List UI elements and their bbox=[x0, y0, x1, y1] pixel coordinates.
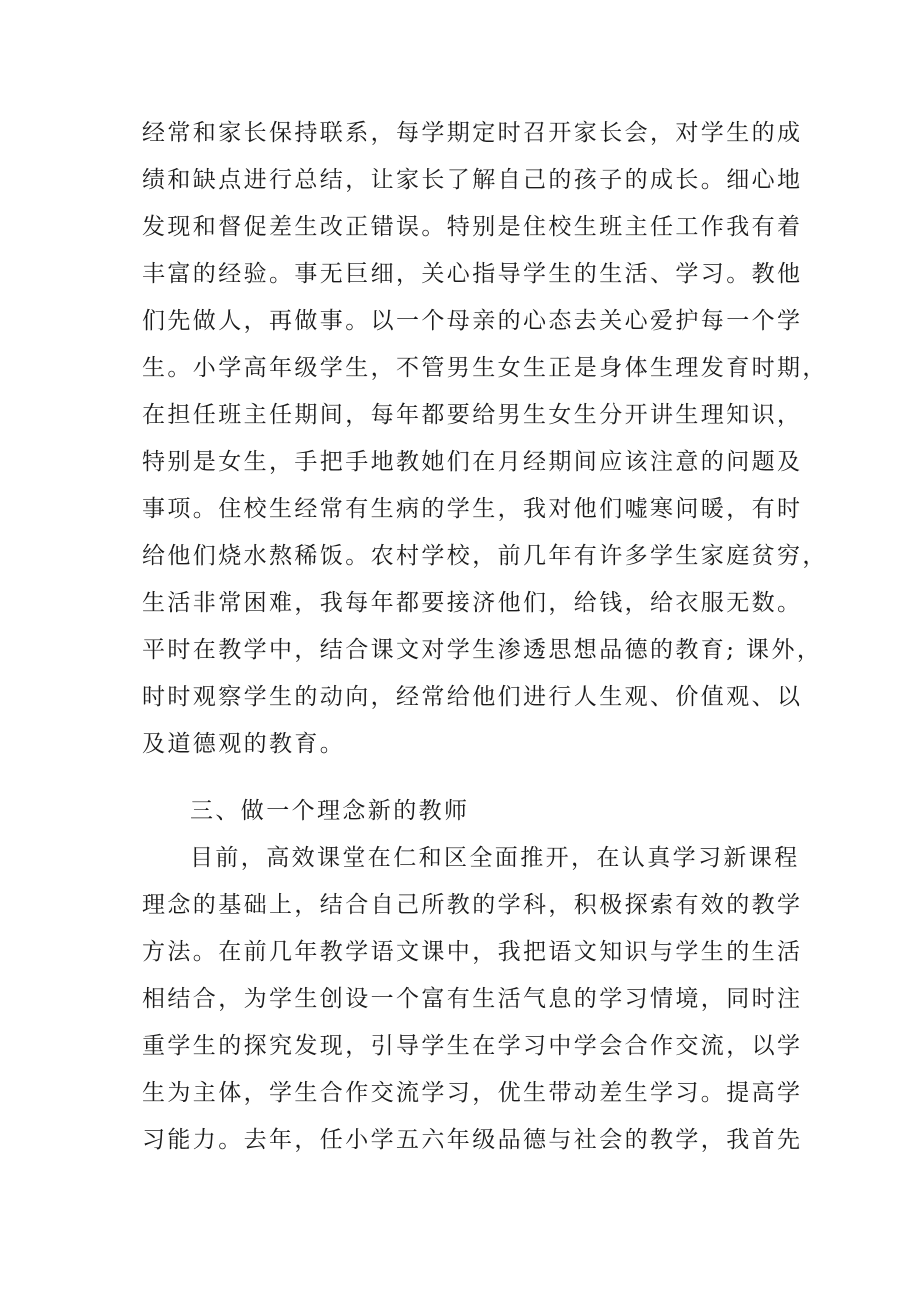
text-line: 理念的基础上，结合自己所教的学科，积极探索有效的教学 bbox=[142, 892, 803, 918]
text-line: 特别是女生，手把手地教她们在月经期间应该注意的问题及 bbox=[142, 449, 803, 475]
text-line: 给他们烧水熬稀饭。农村学校，前几年有许多学生家庭贫穷， bbox=[142, 543, 828, 569]
text-line: 在担任班主任期间，每年都要给男生女生分开讲生理知识， bbox=[142, 402, 803, 428]
text-line: 平时在教学中，结合课文对学生渗透思想品德的教育; 课外， bbox=[142, 637, 823, 663]
text-line: 事项。住校生经常有生病的学生，我对他们嘘寒问暖，有时 bbox=[142, 496, 803, 522]
text-line: 们先做人，再做事。以一个母亲的心态去关心爱护每一个学 bbox=[142, 308, 803, 334]
text-line: 时时观察学生的动向，经常给他们进行人生观、价值观、以 bbox=[142, 684, 803, 710]
text-line: 生活非常困难，我每年都要接济他们，给钱，给衣服无数。 bbox=[142, 590, 803, 616]
text-line: 绩和缺点进行总结，让家长了解自己的孩子的成长。细心地 bbox=[142, 167, 803, 193]
text-line: 生。小学高年级学生，不管男生女生正是身体生理发育时期， bbox=[142, 355, 828, 381]
text-line: 生为主体，学生合作交流学习，优生带动差生学习。提高学 bbox=[142, 1080, 803, 1106]
text-line: 相结合，为学生创设一个富有生活气息的学习情境，同时注 bbox=[142, 986, 803, 1012]
text-line: 方法。在前几年教学语文课中，我把语文知识与学生的生活 bbox=[142, 939, 803, 965]
text-line: 及道德观的教育。 bbox=[142, 731, 346, 757]
paragraph-first-line: 目前，高效课堂在仁和区全面推开，在认真学习新课程 bbox=[190, 845, 800, 871]
text-line: 丰富的经验。事无巨细，关心指导学生的生活、学习。教他 bbox=[142, 261, 803, 287]
text-line: 重学生的探究发现，引导学生在学习中学会合作交流，以学 bbox=[142, 1033, 803, 1059]
text-line: 发现和督促差生改正错误。特别是住校生班主任工作我有着 bbox=[142, 214, 803, 240]
text-line: 经常和家长保持联系，每学期定时召开家长会，对学生的成 bbox=[142, 120, 803, 146]
text-line: 习能力。去年，任小学五六年级品德与社会的教学，我首先 bbox=[142, 1127, 803, 1153]
section-heading: 三、做一个理念新的教师 bbox=[190, 798, 470, 824]
